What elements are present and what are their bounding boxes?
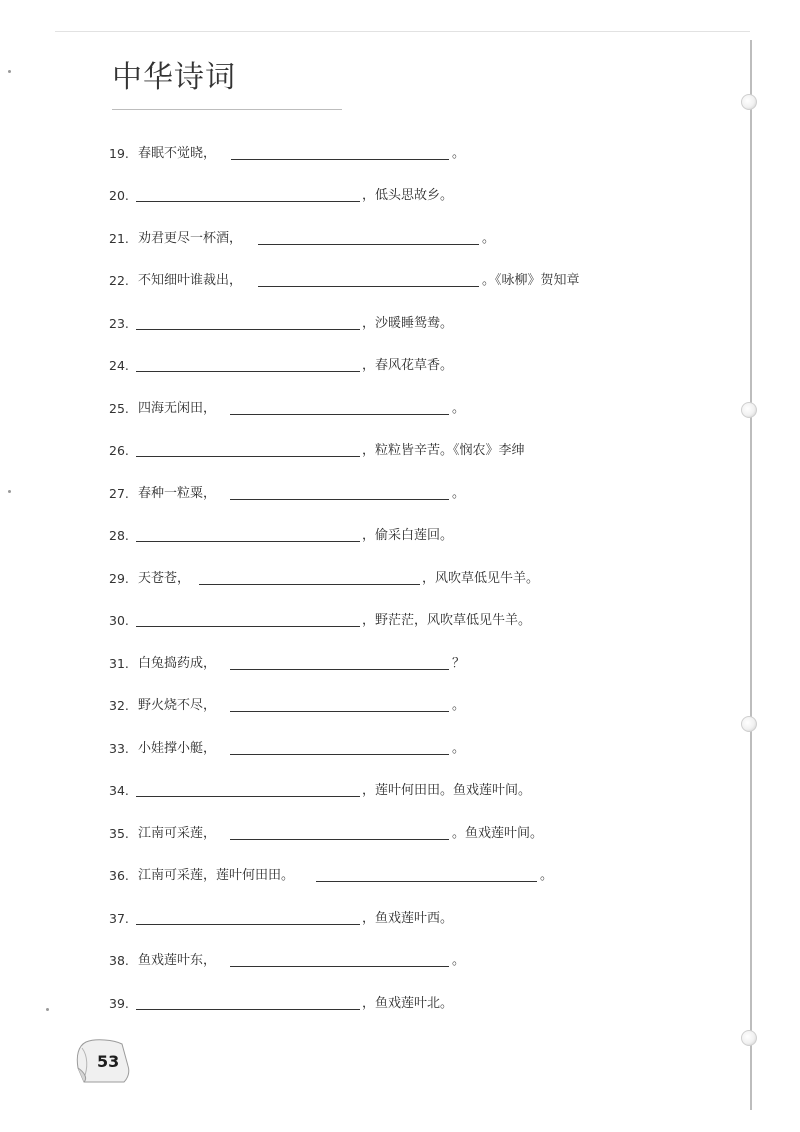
- question-text-after: ，偷采白莲回。: [362, 528, 454, 543]
- question-number: 19.: [109, 146, 129, 161]
- answer-blank[interactable]: [136, 201, 360, 202]
- question-number: 28.: [109, 528, 129, 543]
- answer-blank[interactable]: [258, 244, 479, 245]
- question-text-after: ，风吹草低见牛羊。: [422, 571, 540, 586]
- question-item: [0, 695, 740, 717]
- binder-spine-line: [750, 40, 752, 1110]
- answer-blank[interactable]: [136, 626, 360, 627]
- answer-blank[interactable]: [199, 584, 420, 585]
- question-number: 30.: [109, 613, 129, 628]
- question-number: 31.: [109, 656, 129, 671]
- question-item: [0, 738, 740, 760]
- answer-blank[interactable]: [230, 669, 449, 670]
- question-text-before: 不知细叶谁裁出，: [138, 273, 243, 288]
- answer-blank[interactable]: [230, 966, 449, 967]
- question-text-after: ，鱼戏莲叶北。: [362, 996, 454, 1011]
- question-number: 37.: [109, 911, 129, 926]
- question-text-after: 。: [452, 486, 466, 501]
- question-number: 20.: [109, 188, 129, 203]
- answer-blank[interactable]: [136, 329, 360, 330]
- question-item: [0, 228, 740, 250]
- answer-blank[interactable]: [230, 839, 449, 840]
- question-text-after: 。: [452, 953, 466, 968]
- question-item: [0, 143, 740, 165]
- question-text-after: 。: [452, 741, 466, 756]
- question-item: [0, 823, 740, 845]
- question-text-after: 。: [452, 401, 466, 416]
- answer-blank[interactable]: [136, 541, 360, 542]
- answer-blank[interactable]: [136, 1009, 360, 1010]
- question-item: [0, 950, 740, 972]
- answer-blank[interactable]: [230, 414, 449, 415]
- question-text-before: 天苍苍，: [138, 571, 191, 586]
- question-text-after: 。: [452, 146, 466, 161]
- question-item: [0, 908, 740, 930]
- answer-blank[interactable]: [136, 456, 360, 457]
- question-number: 35.: [109, 826, 129, 841]
- question-item: [0, 440, 740, 462]
- question-number: 32.: [109, 698, 129, 713]
- question-text-before: 江南可采莲，莲叶何田田。: [138, 868, 295, 883]
- question-text-before: 江南可采莲，: [138, 826, 217, 841]
- question-item: [0, 993, 740, 1015]
- question-text-before: 四海无闲田，: [138, 401, 217, 416]
- answer-blank[interactable]: [316, 881, 537, 882]
- answer-blank[interactable]: [230, 754, 449, 755]
- question-text-before: 小娃撑小艇，: [138, 741, 217, 756]
- page-number: 53: [97, 1052, 120, 1071]
- question-item: [0, 525, 740, 547]
- question-text-before: 鱼戏莲叶东，: [138, 953, 217, 968]
- answer-blank[interactable]: [230, 499, 449, 500]
- question-number: 22.: [109, 273, 129, 288]
- question-number: 23.: [109, 316, 129, 331]
- question-text-after: ，沙暖睡鸳鸯。: [362, 316, 454, 331]
- answer-blank[interactable]: [136, 796, 360, 797]
- question-item: [0, 610, 740, 632]
- question-item: [0, 780, 740, 802]
- question-number: 29.: [109, 571, 129, 586]
- binder-ring-4: [741, 1030, 757, 1046]
- top-border-line: [55, 31, 750, 32]
- answer-blank[interactable]: [136, 371, 360, 372]
- question-item: [0, 653, 740, 675]
- question-number: 26.: [109, 443, 129, 458]
- question-text-after: 。鱼戏莲叶间。: [452, 826, 544, 841]
- question-number: 36.: [109, 868, 129, 883]
- question-number: 39.: [109, 996, 129, 1011]
- question-item: [0, 185, 740, 207]
- question-text-after: ？: [452, 656, 466, 671]
- scan-speck: [8, 70, 11, 73]
- title-underline: [112, 109, 342, 110]
- answer-blank[interactable]: [231, 159, 449, 160]
- binder-ring-1: [741, 94, 757, 110]
- question-number: 34.: [109, 783, 129, 798]
- question-text-after: ，低头思故乡。: [362, 188, 454, 203]
- question-text-after: 。: [452, 698, 466, 713]
- question-number: 21.: [109, 231, 129, 246]
- question-item: [0, 270, 740, 292]
- page-number-badge: [74, 1038, 132, 1086]
- question-item: [0, 568, 740, 590]
- question-number: 25.: [109, 401, 129, 416]
- question-item: [0, 355, 740, 377]
- answer-blank[interactable]: [230, 711, 449, 712]
- question-text-after: 。: [540, 868, 554, 883]
- question-text-after: 。《咏柳》贺知章: [482, 273, 580, 288]
- question-text-before: 劝君更尽一杯酒，: [138, 231, 243, 246]
- page-title: 中华诗词: [112, 60, 236, 95]
- question-text-before: 白兔捣药成，: [138, 656, 217, 671]
- binder-ring-3: [741, 716, 757, 732]
- question-text-after: ，鱼戏莲叶西。: [362, 911, 454, 926]
- question-item: [0, 313, 740, 335]
- binder-ring-2: [741, 402, 757, 418]
- question-number: 38.: [109, 953, 129, 968]
- question-text-after: ，春风花草香。: [362, 358, 454, 373]
- question-text-after: ，莲叶何田田。鱼戏莲叶间。: [362, 783, 532, 798]
- question-item: [0, 483, 740, 505]
- question-text-after: ，野茫茫，风吹草低见牛羊。: [362, 613, 532, 628]
- question-text-after: ，粒粒皆辛苦。《悯农》李绅: [362, 443, 525, 458]
- question-item: [0, 865, 740, 887]
- question-text-before: 春眠不觉晓，: [138, 146, 217, 161]
- question-text-before: 野火烧不尽，: [138, 698, 217, 713]
- question-text-before: 春种一粒粟，: [138, 486, 217, 501]
- question-text-after: 。: [482, 231, 496, 246]
- question-item: [0, 398, 740, 420]
- answer-blank[interactable]: [258, 286, 479, 287]
- question-number: 27.: [109, 486, 129, 501]
- question-number: 24.: [109, 358, 129, 373]
- answer-blank[interactable]: [136, 924, 360, 925]
- question-number: 33.: [109, 741, 129, 756]
